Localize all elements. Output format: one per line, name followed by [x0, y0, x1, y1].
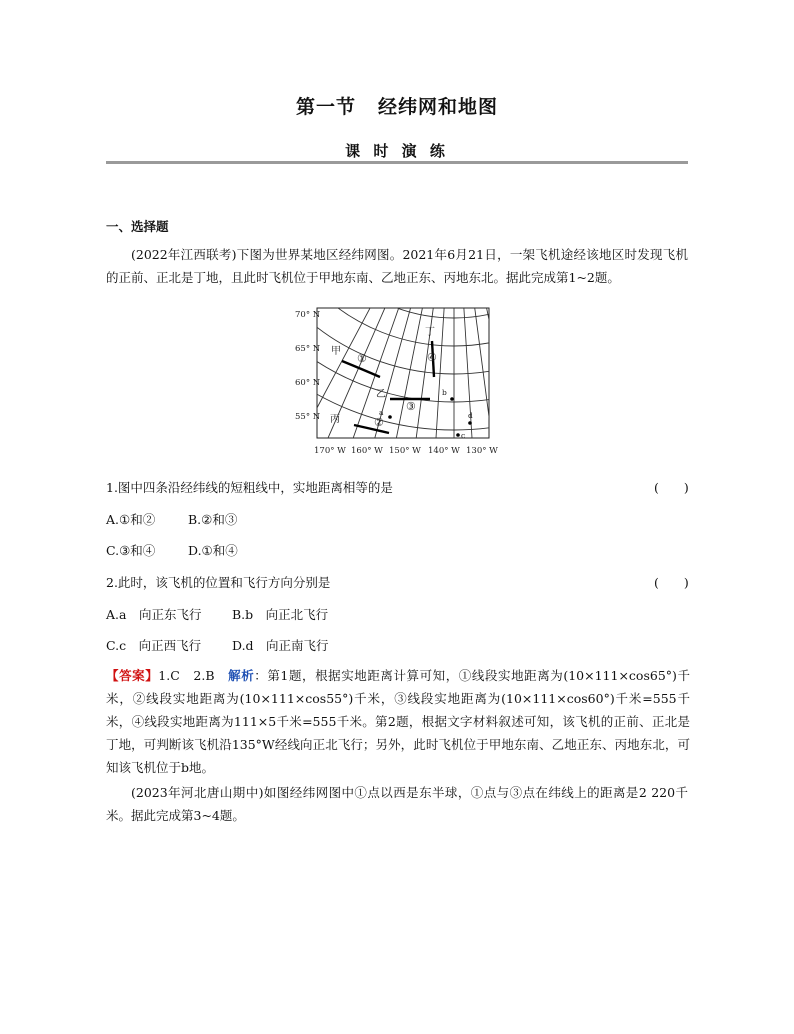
lon-label: 140° W [428, 446, 460, 456]
point-d-label: d [468, 411, 473, 420]
point-b-label: b [442, 388, 447, 397]
lon-label: 150° W [389, 446, 421, 456]
point-a-label: a [379, 408, 384, 417]
segment-2-label: ② [374, 416, 384, 429]
explanation-text: ：第1题，根据实地距离计算可知，①线段实地距离为(10×111×cos65°)千米，②线段实地距离为(10×111×cos55°)千米，③线段实地距离为(10×111×cos60°)千米=555千米，④线段实地距离为111×5千米=555千米。第2题，根据文字材料叙述可知，该飞机的正前、正北是丁地，可判断该飞机沿135°W经线向正北飞行；另外，此时飞机位于甲地东南、乙地正东、丙地东北，可知该飞机位于b地。 [106, 668, 690, 775]
point-c-dot [456, 433, 460, 437]
section-title: 经纬网和地图 [378, 96, 499, 118]
segment-4-label: ④ [427, 351, 437, 364]
segment-3-label: ③ [406, 400, 416, 413]
segment-1-label: ① [357, 352, 367, 365]
point-b-dot [450, 397, 454, 401]
point-d-dot [468, 421, 472, 425]
answer-keys: 1.C 2.B [158, 668, 215, 683]
explanation-label: 解析 [228, 668, 255, 683]
answer-explanation [106, 664, 690, 779]
lat-label: 70° N [295, 310, 321, 320]
question-intro: (2022年江西联考)下图为世界某地区经纬网图。2021年6月21日，一架飞机途经该地区时发现飞机的正前、正北是丁地，且此时飞机位于甲地东南、乙地正东、丙地东北。据此完成第1~2题。 [106, 247, 688, 285]
question-intro-2: (2023年河北唐山期中)如图经纬网图中①点以西是东半球，①点与③点在纬线上的距离是2 220千米。据此完成第3~4题。 [106, 785, 688, 823]
answer-tag: 【答案】 [106, 668, 159, 683]
lat-label: 60° N [295, 378, 321, 388]
question-1-stem: 1.图中四条沿经纬线的短粗线中，实地距离相等的是 [106, 480, 393, 495]
question-2-stem: 2.此时，该飞机的位置和飞行方向分别是 [106, 575, 331, 590]
lat-label: 65° N [295, 344, 321, 354]
place-yi: 乙 [376, 389, 386, 400]
graticule-figure [294, 305, 504, 460]
q2-option-c: C.c 向正西飞行 [106, 638, 202, 653]
q2-option-a: A.a 向正东飞行 [106, 607, 202, 622]
subtitle: 课 时 演 练 [345, 142, 449, 160]
lon-label: 160° W [351, 446, 383, 456]
section-heading: 一、选择题 [106, 219, 169, 234]
q1-option-c: C.③和④ [106, 543, 156, 558]
point-c-label: c [461, 431, 466, 440]
section-number: 第一节 [295, 96, 356, 118]
q2-option-b: B.b 向正北飞行 [232, 607, 329, 622]
map-frame [317, 308, 489, 438]
q1-option-a: A.①和② [106, 512, 156, 527]
q1-option-d: D.①和④ [188, 543, 238, 558]
lon-label: 130° W [466, 446, 498, 456]
lat-label: 55° N [295, 412, 321, 422]
place-bing: 丙 [330, 414, 340, 425]
point-a-dot [388, 415, 392, 419]
question-1-answer-slot: ( ) [654, 480, 689, 495]
place-ding: 丁 [425, 327, 435, 338]
page-title [0, 92, 794, 119]
q1-option-b: B.②和③ [188, 512, 238, 527]
graticule-map [294, 305, 504, 464]
title-divider [106, 161, 688, 164]
question-2-answer-slot: ( ) [654, 575, 689, 590]
place-jia: 甲 [331, 346, 341, 357]
q2-option-d: D.d 向正南飞行 [232, 638, 329, 653]
lon-label: 170° W [314, 446, 346, 456]
